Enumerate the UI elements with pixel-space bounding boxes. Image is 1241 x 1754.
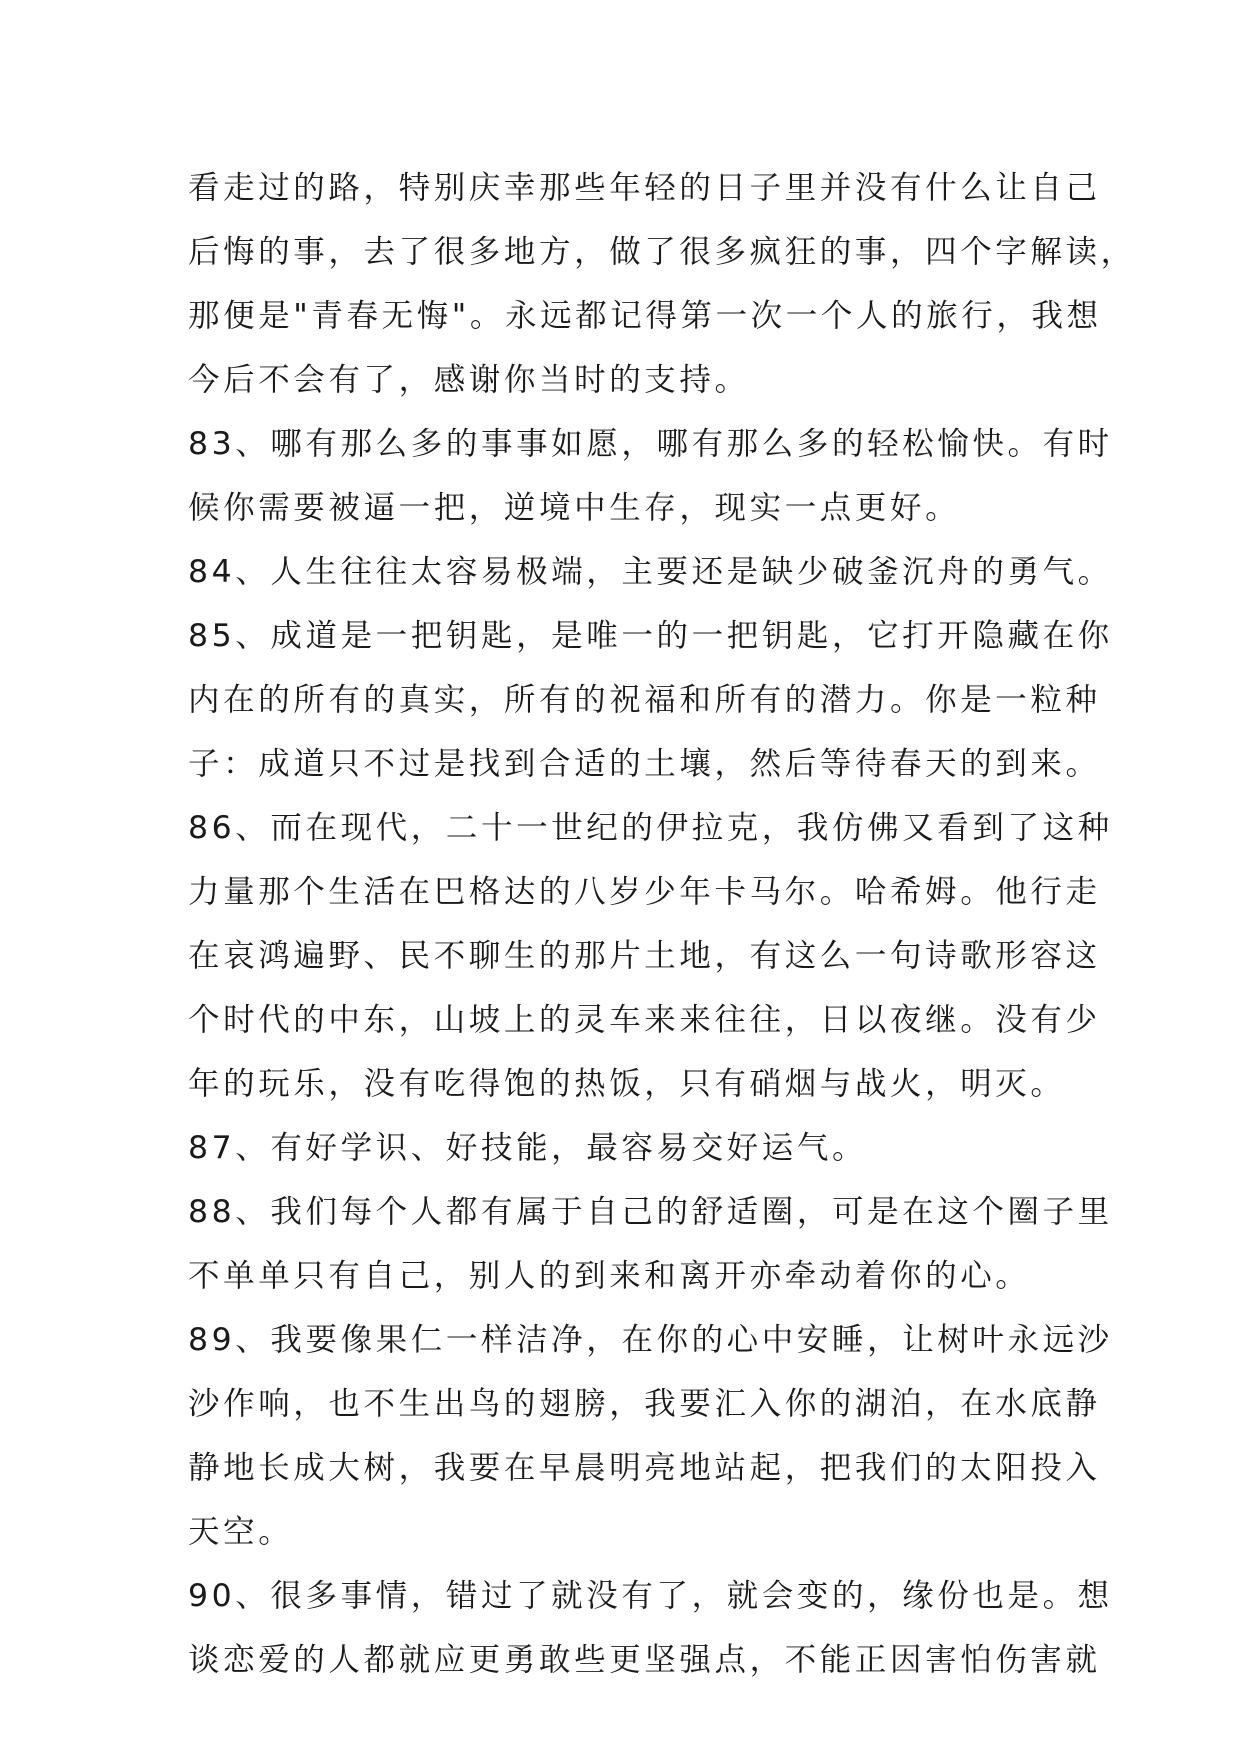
text-line: 不单单只有自己，别人的到来和离开亦牵动着你的心。 xyxy=(188,1258,1031,1294)
text-line: 个时代的中东，山坡上的灵车来来往往，日以夜继。没有少 xyxy=(188,1002,1101,1038)
text-line: 85、成道是一把钥匙，是唯一的一把钥匙，它打开隐藏在你 xyxy=(188,618,1113,654)
text-line: 89、我要像果仁一样洁净，在你的心中安睡，让树叶永远沙 xyxy=(188,1322,1113,1358)
text-line: 子：成道只不过是找到合适的土壤，然后等待春天的到来。 xyxy=(188,746,1101,782)
body-text xyxy=(188,156,1136,1692)
text-line: 在哀鸿遍野、民不聊生的那片土地，有这么一句诗歌形容这 xyxy=(188,938,1101,974)
text-line: 看走过的路，特别庆幸那些年轻的日子里并没有什么让自己 xyxy=(188,170,1101,206)
text-line: 那便是"青春无悔"。永远都记得第一次一个人的旅行，我想 xyxy=(188,298,1102,334)
text-line: 84、人生往往太容易极端，主要还是缺少破釜沉舟的勇气。 xyxy=(188,554,1113,590)
text-line: 静地长成大树，我要在早晨明亮地站起，把我们的太阳投入 xyxy=(188,1450,1101,1486)
text-line: 力量那个生活在巴格达的八岁少年卡马尔。哈希姆。他行走 xyxy=(188,874,1101,910)
text-line: 年的玩乐，没有吃得饱的热饭，只有硝烟与战火，明灭。 xyxy=(188,1066,1066,1102)
text-line: 候你需要被逼一把，逆境中生存，现实一点更好。 xyxy=(188,490,961,526)
text-line: 今后不会有了，感谢你当时的支持。 xyxy=(188,362,750,398)
text-line: 87、有好学识、好技能，最容易交好运气。 xyxy=(188,1130,868,1166)
text-line: 沙作响，也不生出鸟的翅膀，我要汇入你的湖泊，在水底静 xyxy=(188,1386,1101,1422)
text-line: 83、哪有那么多的事事如愿，哪有那么多的轻松愉快。有时 xyxy=(188,426,1113,462)
text-line: 后悔的事，去了很多地方，做了很多疯狂的事，四个字解读， xyxy=(188,234,1136,270)
text-line: 内在的所有的真实，所有的祝福和所有的潜力。你是一粒种 xyxy=(188,682,1101,718)
text-line: 88、我们每个人都有属于自己的舒适圈，可是在这个圈子里 xyxy=(188,1194,1113,1230)
text-line: 86、而在现代，二十一世纪的伊拉克，我仿佛又看到了这种 xyxy=(188,810,1113,846)
text-line: 谈恋爱的人都就应更勇敢些更坚强点，不能正因害怕伤害就 xyxy=(188,1642,1101,1678)
text-line: 90、很多事情，错过了就没有了，就会变的，缘份也是。想 xyxy=(188,1578,1113,1614)
text-line: 天空。 xyxy=(188,1514,294,1550)
